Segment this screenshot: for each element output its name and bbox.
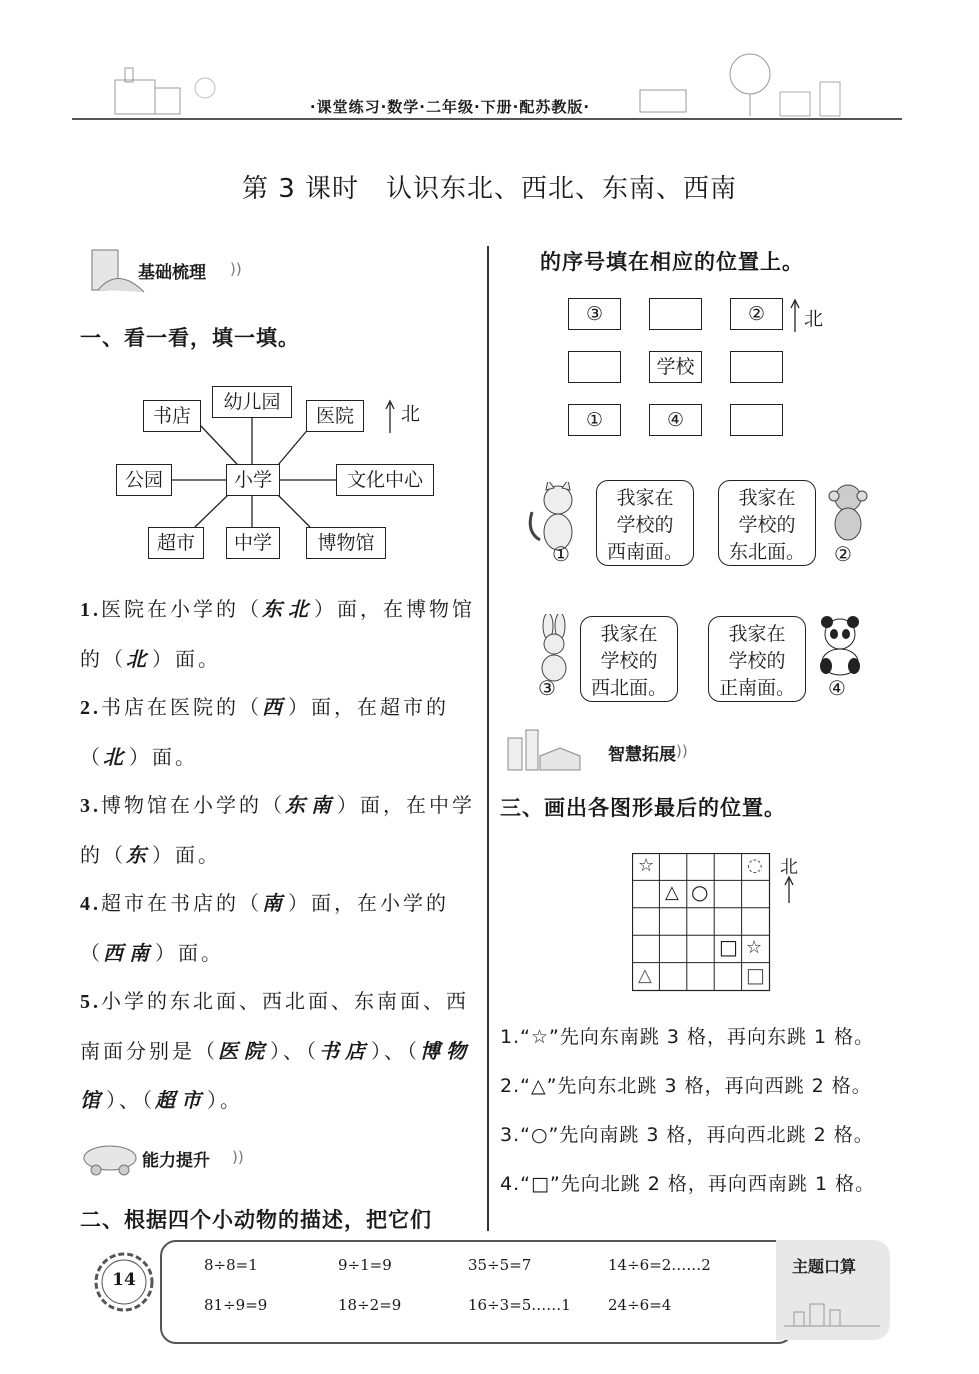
calc-item: 81÷9=9 [204, 1296, 268, 1314]
animal-monkey [716, 478, 896, 570]
series-header: ·课堂练习·数学·二年级·下册·配苏教版· [309, 98, 591, 116]
animal-rabbit [518, 614, 698, 706]
section3-items [500, 1022, 900, 1218]
node-s: 中学 [226, 527, 280, 559]
shape-grid [632, 853, 832, 993]
grid-cell-s: ④ [649, 404, 702, 436]
speech-bubble: 我家在 学校的 西北面。 [580, 616, 678, 702]
square-shape: □ [719, 935, 738, 959]
animal-cat [518, 478, 698, 570]
panda-icon [808, 614, 872, 676]
skyline-icon [784, 1298, 884, 1328]
section3-heading: 三、画出各图形最后的位置。 [500, 796, 786, 820]
star-shape: ☆ [638, 855, 655, 876]
badge-wisdom: 智慧拓展 )) [500, 726, 700, 774]
node-se: 博物馆 [306, 527, 386, 559]
node-w: 公园 [116, 464, 172, 496]
north-label: 北 [804, 308, 824, 330]
car-icon [80, 1136, 140, 1176]
question-item: 2.“△”先向东北跳 3 格，再向西跳 2 格。 [500, 1075, 872, 1097]
topic-label-tab [776, 1240, 890, 1340]
triangle-shape: △ [665, 882, 679, 903]
calc-item: 14÷6=2……2 [608, 1256, 711, 1274]
page-number-badge [92, 1250, 156, 1314]
question-item: 1.医院在小学的（东北）面，在博物馆的（北）面。 [80, 597, 475, 671]
rabbit-icon [526, 614, 582, 684]
city-icon [500, 726, 590, 772]
north-arrow-icon [782, 875, 796, 905]
section2-heading-line2: 的序号填在相应的位置上。 [540, 250, 804, 274]
grid-cell-sw: ① [568, 404, 621, 436]
north-arrow-icon [788, 298, 802, 334]
animal-number: ② [834, 542, 852, 566]
question-item: 3.“○”先向南跳 3 格，再向西北跳 2 格。 [500, 1124, 874, 1146]
node-sw: 超市 [148, 527, 204, 559]
direction-diagram [110, 385, 440, 565]
calc-item: 35÷5=7 [468, 1256, 532, 1274]
north-label: 北 [401, 403, 421, 425]
node-n: 幼儿园 [212, 386, 292, 418]
topic-label: 主题口算 [792, 1257, 857, 1276]
grid-cell-n [649, 298, 702, 330]
node-ne: 医院 [306, 400, 364, 432]
badge-basic: 基础梳理 )) [88, 246, 278, 296]
calc-item: 16÷3=5……1 [468, 1296, 571, 1314]
grid-cell-ne: ② [730, 298, 783, 330]
question-item: 2.书店在医院的（西）面，在超市的（北）面。 [80, 695, 449, 769]
lesson-title: 第 3 课时 认识东北、西北、东南、西南 [241, 174, 738, 204]
column-divider [487, 246, 489, 1231]
grid-cell-e [730, 351, 783, 383]
circle-shape: ○ [691, 880, 709, 904]
header-rule [72, 118, 902, 120]
school-grid [568, 298, 838, 438]
animal-number: ① [552, 542, 570, 566]
dashed-square-shape: □ [746, 963, 765, 987]
question-item: 4.“□”先向北跳 2 格，再向西南跳 1 格。 [500, 1173, 876, 1195]
calc-item: 8÷8=1 [204, 1256, 258, 1274]
node-e: 文化中心 [336, 464, 434, 496]
question-item: 5.小学的东北面、西北面、东南面、西南面分别是（医院）、（书店）、（博物馆）、（超市）。 [80, 989, 472, 1112]
animal-number: ④ [828, 676, 846, 700]
dashed-triangle-shape: △ [638, 965, 652, 986]
north-label: 北 [780, 857, 798, 878]
node-center: 小学 [226, 464, 280, 496]
grid-cell-se [730, 404, 783, 436]
star-shape-2: ☆ [746, 937, 763, 958]
calc-item: 18÷2=9 [338, 1296, 402, 1314]
question-item: 3.博物馆在小学的（东南）面，在中学的（东）面。 [80, 793, 475, 867]
calc-item: 9÷1=9 [338, 1256, 392, 1274]
speech-bubble: 我家在 学校的 正南面。 [708, 616, 806, 702]
grid-cell-nw: ③ [568, 298, 621, 330]
section2-heading-line1: 二、根据四个小动物的描述，把它们 [80, 1208, 432, 1232]
speech-bubble: 我家在 学校的 西南面。 [596, 480, 694, 566]
page-number: 14 [112, 1270, 136, 1290]
section1-items [80, 585, 480, 1124]
speech-bubble: 我家在 学校的 东北面。 [718, 480, 816, 566]
section1-heading: 一、看一看，填一填。 [80, 326, 300, 350]
node-nw: 书店 [143, 400, 201, 432]
animal-number: ③ [538, 676, 556, 700]
header-decoration-left [95, 66, 225, 122]
grid-cell-w [568, 351, 621, 383]
calc-item: 24÷6=4 [608, 1296, 672, 1314]
animal-panda [706, 614, 886, 706]
grid-cell-school: 学校 [649, 351, 702, 383]
question-item: 4.超市在书店的（南）面，在小学的（西南）面。 [80, 891, 449, 965]
dashed-circle-shape: ◌ [747, 855, 763, 876]
monkey-icon [820, 482, 880, 544]
mental-math-box [160, 1240, 794, 1344]
badge-ability: 能力提升 )) [80, 1136, 270, 1180]
question-item: 1.“☆”先向东南跳 3 格，再向东跳 1 格。 [500, 1026, 875, 1048]
